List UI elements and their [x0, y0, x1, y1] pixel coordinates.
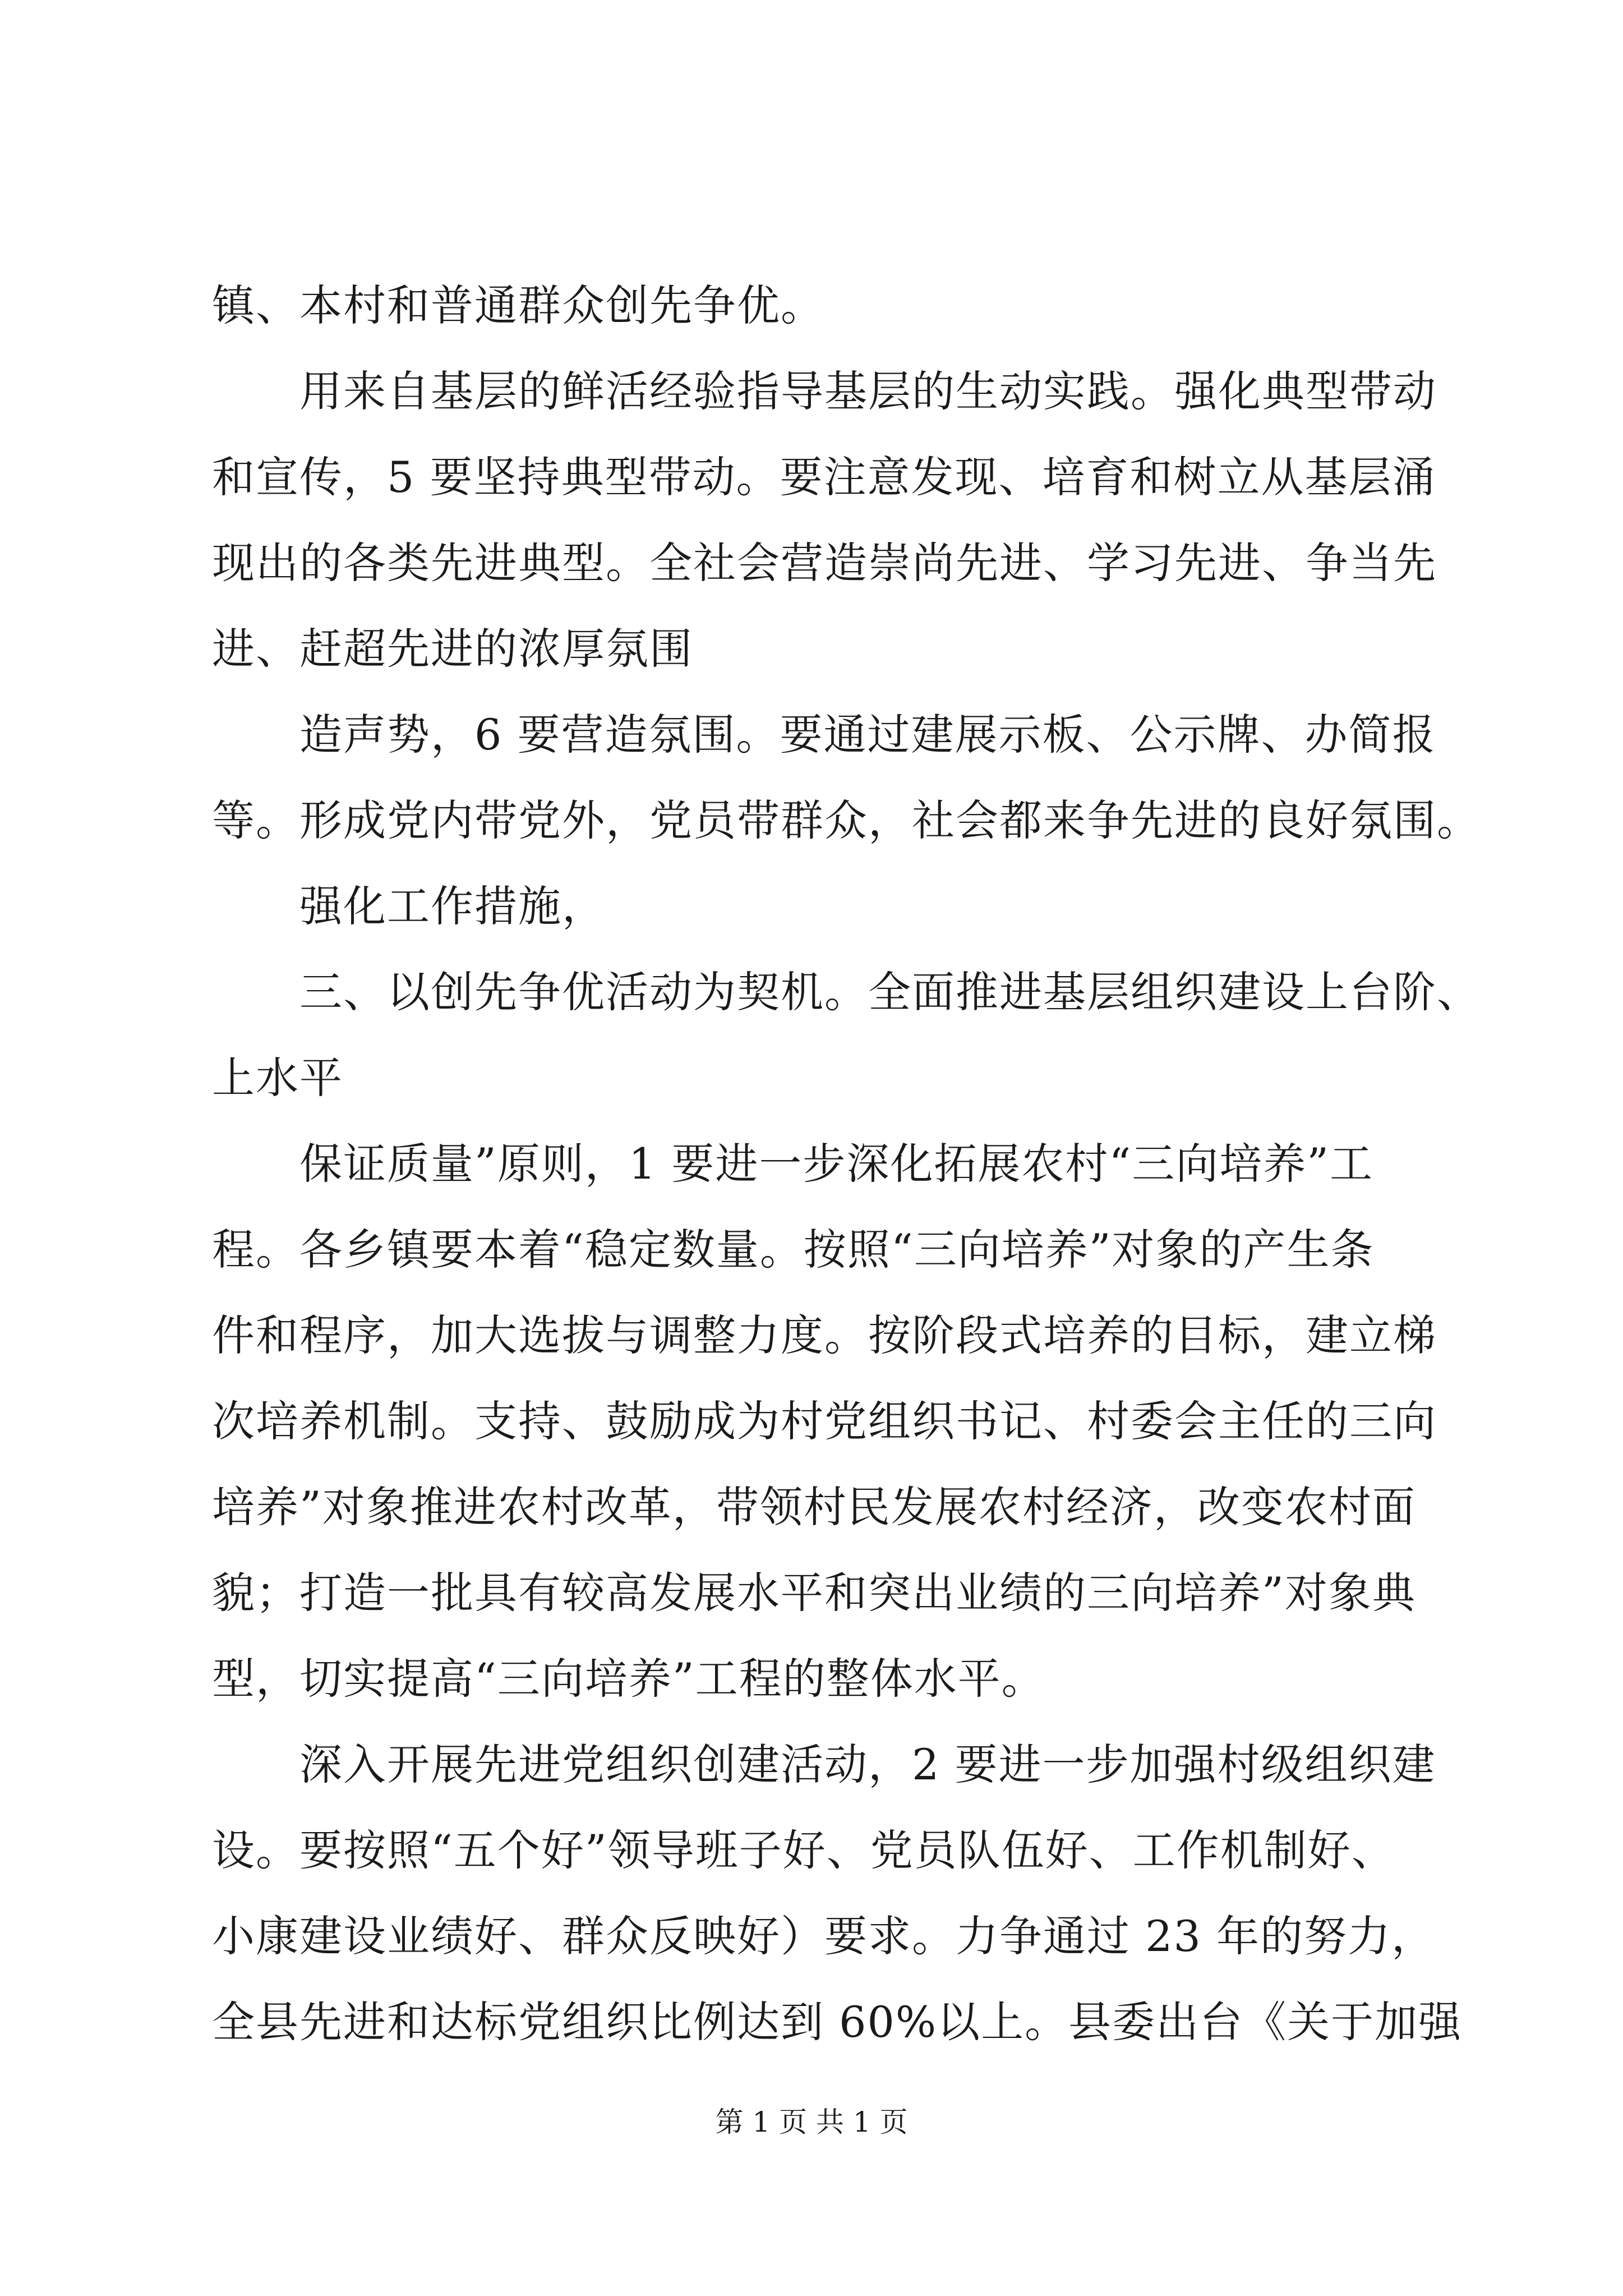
paragraph-line: 用来自基层的鲜活经验指导基层的生动实践。强化典型带动	[299, 366, 1437, 416]
text-line: 次培养机制。支持、鼓励成为村党组织书记、村委会主任的三向	[212, 1396, 1437, 1446]
section-heading-line: 上水平	[212, 1053, 343, 1103]
paragraph-line: 深入开展先进党组织创建活动，2 要进一步加强村级组织建	[299, 1740, 1436, 1789]
text-line: 貌；打造一批具有较高发展水平和突出业绩的三向培养”对象典	[212, 1568, 1416, 1618]
section-heading-line: 三、以创先争优活动为契机。全面推进基层组织建设上台阶、	[299, 967, 1481, 1017]
text-line: 培养”对象推进农村改革，带领村民发展农村经济，改变农村面	[212, 1482, 1416, 1532]
text-line: 进、赶超先进的浓厚氛围	[212, 624, 693, 674]
text-line: 等。形成党内带党外，党员带群众，社会都来争先进的良好氛围。	[212, 795, 1481, 845]
paragraph-line: 造声势，6 要营造氛围。要通过建展示板、公示牌、办简报	[299, 710, 1436, 760]
text-line: 小康建设业绩好、群众反映好）要求。力争通过 23 年的努力，	[212, 1911, 1436, 1961]
text-line: 件和程序，加大选拔与调整力度。按阶段式培养的目标，建立梯	[212, 1310, 1437, 1360]
text-line: 镇、本村和普通群众创先争优。	[212, 280, 824, 330]
text-line: 程。各乡镇要本着“稳定数量。按照“三向培养”对象的产生条	[212, 1225, 1375, 1274]
text-line: 现出的各类先进典型。全社会营造崇尚先进、学习先进、争当先	[212, 538, 1437, 588]
paragraph-line: 保证质量”原则，1 要进一步深化拓展农村“三向培养”工	[299, 1139, 1374, 1189]
text-line: 型，切实提高“三向培养”工程的整体水平。	[212, 1654, 1045, 1704]
text-line: 设。要按照“五个好”领导班子好、党员队伍好、工作机制好、	[212, 1825, 1395, 1875]
text-line: 全县先进和达标党组织比例达到 60%以上。县委出台《关于加强	[212, 1997, 1463, 2047]
text-line: 和宣传，5 要坚持典型带动。要注意发现、培育和树立从基层涌	[212, 452, 1436, 502]
page-footer: 第 1 页 共 1 页	[715, 2106, 908, 2138]
paragraph-line: 强化工作措施，	[299, 881, 606, 931]
